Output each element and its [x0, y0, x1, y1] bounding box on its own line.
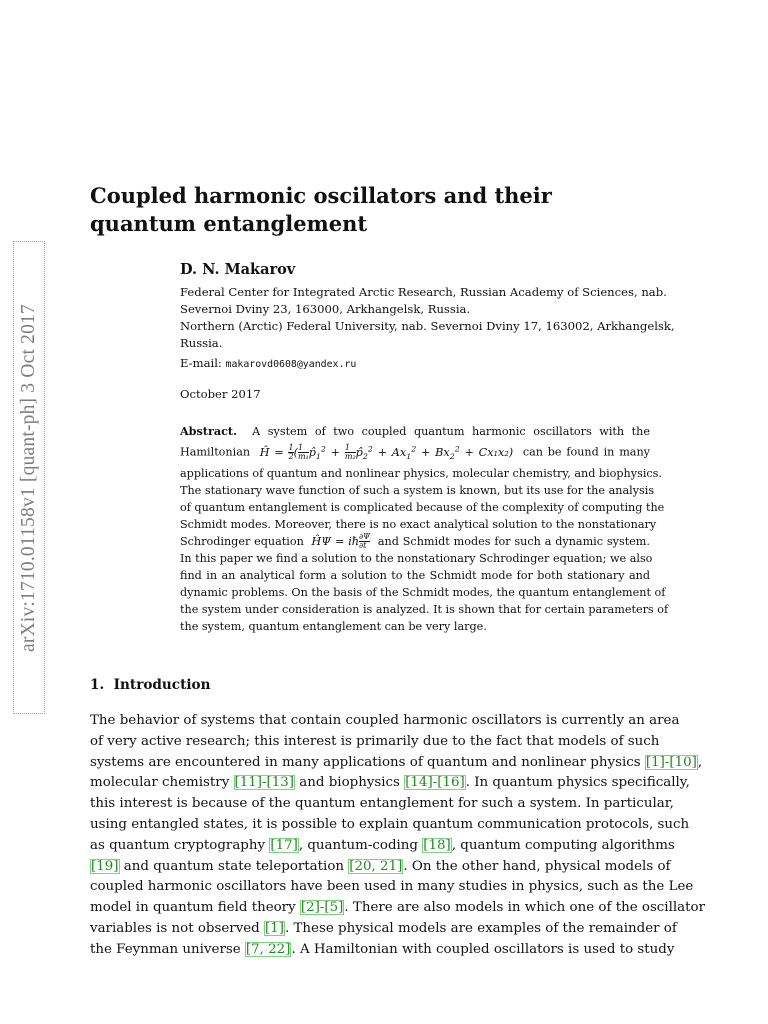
affiliations	[180, 284, 675, 352]
abstract-line: Schrodinger equation ĤΨ = iħ $\frac{\partial\Psi}{\partial t}$ and Schmidt modes for such a dynamic system.	[180, 532, 650, 551]
citation-link[interactable]: [19]	[91, 858, 119, 874]
citation-link[interactable]: [1]-[10]	[645, 754, 697, 770]
section-number: 1.	[90, 677, 105, 693]
citation-link[interactable]: [11]-[13]	[234, 775, 295, 791]
email-label: E-mail:	[180, 356, 222, 370]
abstract	[180, 423, 669, 635]
abstract-line: dynamic problems. On the basis of the Schmidt modes, the quantum entanglement of	[180, 586, 666, 600]
body-line: of very active research; this interest is primarily due to the fact that models of such	[90, 733, 660, 749]
abstract-line: find in an analytical form a solution to the Schmidt mode for both stationary and	[180, 569, 650, 583]
abstract-label: Abstract.	[180, 424, 237, 438]
abstract-line: applications of quantum and nonlinear physics, molecular chemistry, and biophysics.	[180, 466, 662, 480]
arxiv-stamp	[13, 241, 45, 714]
author-name: D. N. Makarov	[180, 261, 296, 278]
body-line: systems are encountered in many applications of quantum and nonlinear physics [1]-[10],	[90, 754, 703, 770]
paper-title: Coupled harmonic oscillators and their quantum entanglement	[90, 183, 552, 236]
affiliation-line: Severnoi Dviny 23, 163000, Arkhangelsk, Russia.	[180, 302, 471, 316]
abstract-line: of quantum entanglement is complicated because of the complexity of computing the	[180, 500, 665, 514]
body-line: [19] and quantum state teleportation [20, 21]. On the other hand, physical models of	[91, 858, 671, 874]
citation-link[interactable]: [1]	[265, 920, 284, 936]
body-line: The behavior of systems that contain coupled harmonic oscillators is currently an area	[90, 713, 680, 728]
email-address[interactable]: makarovd0608@yandex.ru	[225, 359, 357, 370]
body-line: this interest is because of the quantum entanglement for such a system. In particular,	[90, 796, 674, 812]
email-line	[180, 356, 650, 370]
hamiltonian-equation: Ĥ = $\frac{1}{2}$ ( $\frac{1}{\text{m₁}}$ $p̂_1^2$ + $\frac{1}{\text{m₂}}$ $p̂_2^2 + Ax_1^2 + Bx_2^2 + Cx_1x_2$)	[259, 443, 514, 462]
body-line: variables is not observed [1]. These physical models are examples of the remainder of	[90, 920, 677, 936]
abstract-line: Schmidt modes. Moreover, there is no exact analytical solution to the nonstationary	[180, 517, 657, 531]
body-line: coupled harmonic oscillators have been used in many studies in physics, such as the Lee	[90, 879, 694, 895]
citation-link[interactable]: [18]	[423, 837, 451, 853]
citation-link[interactable]: [2]-[5]	[300, 900, 344, 916]
abstract-line: the system under consideration is analyzed. It is shown that for certain parameters of	[180, 603, 669, 617]
citation-link[interactable]: [14]-[16]	[405, 775, 465, 791]
schrodinger-equation: ĤΨ = iħ $\frac{\partial\Psi}{\partial t}$	[311, 532, 371, 551]
introduction-paragraph	[90, 711, 705, 961]
arxiv-id: arXiv:1710.01158v1 [quant-ph] 3 Oct 2017	[18, 303, 39, 652]
body-line: model in quantum field theory [2]-[5]. There are also models in which one of the oscillator	[90, 900, 705, 916]
body-line: molecular chemistry [11]-[13] and biophysics [14]-[16]. In quantum physics specifically,	[90, 775, 690, 791]
body-line: using entangled states, it is possible to explain quantum communication protocols, such	[90, 816, 690, 832]
affiliation-line: Russia.	[180, 336, 223, 350]
body-line: the Feynman universe [7, 22]. A Hamiltonian with coupled oscillators is used to study	[90, 941, 675, 957]
section-heading	[90, 677, 210, 693]
body-line: as quantum cryptography [17], quantum-coding [18], quantum computing algorithms	[90, 837, 675, 853]
affiliation-line: Federal Center for Integrated Arctic Research, Russian Academy of Sciences, nab.	[180, 285, 667, 299]
abstract-line: Abstract. A system of two coupled quantum harmonic oscillators with the	[180, 424, 650, 438]
abstract-line: The stationary wave function of such a system is known, but its use for the analysis	[180, 483, 655, 497]
abstract-line: Hamiltonian Ĥ = $\frac{1}{2}$ ( $\frac{1}{\text{m₁}}$ $p̂_1^2$ + $\frac{1}{\text{m₂}}$ $p̂_2^2 + Ax_1^2 + Bx_2^2 + Cx_1x_2$) can be found in many	[180, 443, 651, 462]
section-title: Introduction	[113, 677, 211, 693]
affiliation-line: Northern (Arctic) Federal University, nab. Severnoi Dviny 17, 163002, Arkhangelsk,	[180, 319, 675, 333]
paper-date: October 2017	[180, 387, 261, 401]
abstract-line: In this paper we find a solution to the nonstationary Schrodinger equation; we also	[180, 552, 653, 566]
citation-link[interactable]: [20, 21]	[349, 858, 403, 874]
citation-link[interactable]: [7, 22]	[245, 941, 291, 957]
citation-link[interactable]: [17]	[270, 837, 298, 853]
abstract-line: the system, quantum entanglement can be very large.	[180, 620, 487, 634]
